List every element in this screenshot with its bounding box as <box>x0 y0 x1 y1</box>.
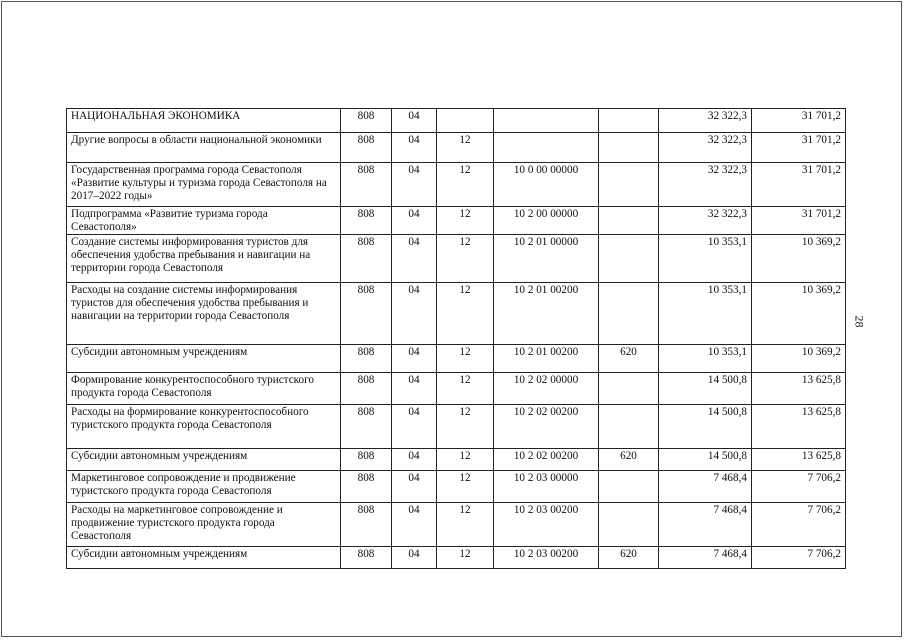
amount-year1-cell: 10 353,1 <box>659 235 752 283</box>
amount-year1-cell: 32 322,3 <box>659 133 752 163</box>
admin-code-cell: 808 <box>341 405 392 449</box>
table-row <box>67 373 846 405</box>
expense-type-cell <box>599 283 659 345</box>
amount-year2-cell: 13 625,8 <box>752 449 846 471</box>
expense-name-cell: Расходы на формирование конкурентоспособного туристского продукта города Севастополя <box>67 405 341 449</box>
subsection-code-cell: 12 <box>437 207 494 235</box>
amount-year1-cell: 32 322,3 <box>659 109 752 133</box>
amount-year1-cell: 7 468,4 <box>659 503 752 547</box>
amount-year2-cell: 31 701,2 <box>752 109 846 133</box>
expense-name-cell: Субсидии автономным учреждениям <box>67 547 341 569</box>
table-row <box>67 109 846 133</box>
target-article-cell: 10 2 00 00000 <box>494 207 599 235</box>
target-article-cell: 10 0 00 00000 <box>494 163 599 207</box>
amount-year2-cell: 7 706,2 <box>752 503 846 547</box>
expense-type-cell <box>599 163 659 207</box>
expense-type-cell: 620 <box>599 449 659 471</box>
expense-name-cell: Маркетинговое сопровождение и продвижение туристского продукта города Севастополя <box>67 471 341 503</box>
section-code-cell: 04 <box>392 235 437 283</box>
admin-code-cell: 808 <box>341 373 392 405</box>
admin-code-cell: 808 <box>341 503 392 547</box>
expense-type-cell <box>599 373 659 405</box>
subsection-code-cell: 12 <box>437 163 494 207</box>
section-code-cell: 04 <box>392 133 437 163</box>
expense-type-cell <box>599 471 659 503</box>
target-article-cell: 10 2 02 00000 <box>494 373 599 405</box>
subsection-code-cell: 12 <box>437 405 494 449</box>
expense-name-cell: Другие вопросы в области национальной экономики <box>67 133 341 163</box>
section-code-cell: 04 <box>392 163 437 207</box>
expense-type-cell: 620 <box>599 547 659 569</box>
section-code-cell: 04 <box>392 503 437 547</box>
amount-year1-cell: 32 322,3 <box>659 207 752 235</box>
expense-type-cell <box>599 109 659 133</box>
subsection-code-cell: 12 <box>437 283 494 345</box>
target-article-cell: 10 2 03 00200 <box>494 503 599 547</box>
table-row <box>67 547 846 569</box>
table-row <box>67 133 846 163</box>
expense-type-cell: 620 <box>599 345 659 373</box>
table-row <box>67 207 846 235</box>
expense-type-cell <box>599 235 659 283</box>
table-row <box>67 345 846 373</box>
table-row <box>67 471 846 503</box>
expense-name-cell: Создание системы информирования туристов для обеспечения удобства пребывания и навигации на территории города Севастополя <box>67 235 341 283</box>
target-article-cell: 10 2 01 00200 <box>494 283 599 345</box>
admin-code-cell: 808 <box>341 207 392 235</box>
amount-year2-cell: 7 706,2 <box>752 547 846 569</box>
target-article-cell: 10 2 03 00200 <box>494 547 599 569</box>
admin-code-cell: 808 <box>341 163 392 207</box>
section-code-cell: 04 <box>392 373 437 405</box>
budget-table <box>66 108 846 569</box>
table-row <box>67 283 846 345</box>
amount-year1-cell: 7 468,4 <box>659 471 752 503</box>
table-row <box>67 405 846 449</box>
budget-table-body <box>67 109 846 569</box>
amount-year2-cell: 31 701,2 <box>752 207 846 235</box>
amount-year2-cell: 13 625,8 <box>752 373 846 405</box>
amount-year2-cell: 31 701,2 <box>752 133 846 163</box>
section-code-cell: 04 <box>392 283 437 345</box>
target-article-cell: 10 2 01 00200 <box>494 345 599 373</box>
subsection-code-cell: 12 <box>437 235 494 283</box>
expense-type-cell <box>599 405 659 449</box>
subsection-code-cell: 12 <box>437 471 494 503</box>
amount-year2-cell: 10 369,2 <box>752 345 846 373</box>
table-row <box>67 503 846 547</box>
subsection-code-cell: 12 <box>437 547 494 569</box>
expense-name-cell: Субсидии автономным учреждениям <box>67 449 341 471</box>
expense-name-cell: Расходы на маркетинговое сопровождение и продвижение туристского продукта города Севастополя <box>67 503 341 547</box>
admin-code-cell: 808 <box>341 449 392 471</box>
expense-name-cell: Расходы на создание системы информирования туристов для обеспечения удобства пребывания и навигации на территории города Севастополя <box>67 283 341 345</box>
admin-code-cell: 808 <box>341 471 392 503</box>
admin-code-cell: 808 <box>341 133 392 163</box>
amount-year1-cell: 14 500,8 <box>659 373 752 405</box>
admin-code-cell: 808 <box>341 283 392 345</box>
expense-name-cell: НАЦИОНАЛЬНАЯ ЭКОНОМИКА <box>67 109 341 133</box>
amount-year2-cell: 10 369,2 <box>752 283 846 345</box>
section-code-cell: 04 <box>392 471 437 503</box>
amount-year1-cell: 14 500,8 <box>659 405 752 449</box>
expense-name-cell: Государственная программа города Севастополя «Развитие культуры и туризма города Севастополя на 2017–2022 годы» <box>67 163 341 207</box>
section-code-cell: 04 <box>392 109 437 133</box>
subsection-code-cell <box>437 109 494 133</box>
target-article-cell: 10 2 03 00000 <box>494 471 599 503</box>
subsection-code-cell: 12 <box>437 373 494 405</box>
section-code-cell: 04 <box>392 405 437 449</box>
expense-type-cell <box>599 503 659 547</box>
admin-code-cell: 808 <box>341 235 392 283</box>
amount-year1-cell: 14 500,8 <box>659 449 752 471</box>
admin-code-cell: 808 <box>341 345 392 373</box>
amount-year1-cell: 32 322,3 <box>659 163 752 207</box>
page-number: 28 <box>852 315 867 328</box>
amount-year1-cell: 10 353,1 <box>659 283 752 345</box>
admin-code-cell: 808 <box>341 547 392 569</box>
section-code-cell: 04 <box>392 345 437 373</box>
target-article-cell <box>494 109 599 133</box>
amount-year2-cell: 10 369,2 <box>752 235 846 283</box>
subsection-code-cell: 12 <box>437 449 494 471</box>
table-row <box>67 449 846 471</box>
target-article-cell: 10 2 02 00200 <box>494 405 599 449</box>
target-article-cell: 10 2 01 00000 <box>494 235 599 283</box>
subsection-code-cell: 12 <box>437 503 494 547</box>
amount-year1-cell: 10 353,1 <box>659 345 752 373</box>
expense-type-cell <box>599 133 659 163</box>
amount-year2-cell: 31 701,2 <box>752 163 846 207</box>
subsection-code-cell: 12 <box>437 345 494 373</box>
amount-year2-cell: 13 625,8 <box>752 405 846 449</box>
section-code-cell: 04 <box>392 449 437 471</box>
admin-code-cell: 808 <box>341 109 392 133</box>
table-row <box>67 235 846 283</box>
expense-type-cell <box>599 207 659 235</box>
table-row <box>67 163 846 207</box>
amount-year1-cell: 7 468,4 <box>659 547 752 569</box>
expense-name-cell: Подпрограмма «Развитие туризма города Севастополя» <box>67 207 341 235</box>
section-code-cell: 04 <box>392 207 437 235</box>
expense-name-cell: Субсидии автономным учреждениям <box>67 345 341 373</box>
target-article-cell <box>494 133 599 163</box>
amount-year2-cell: 7 706,2 <box>752 471 846 503</box>
expense-name-cell: Формирование конкурентоспособного туристского продукта города Севастополя <box>67 373 341 405</box>
section-code-cell: 04 <box>392 547 437 569</box>
target-article-cell: 10 2 02 00200 <box>494 449 599 471</box>
subsection-code-cell: 12 <box>437 133 494 163</box>
